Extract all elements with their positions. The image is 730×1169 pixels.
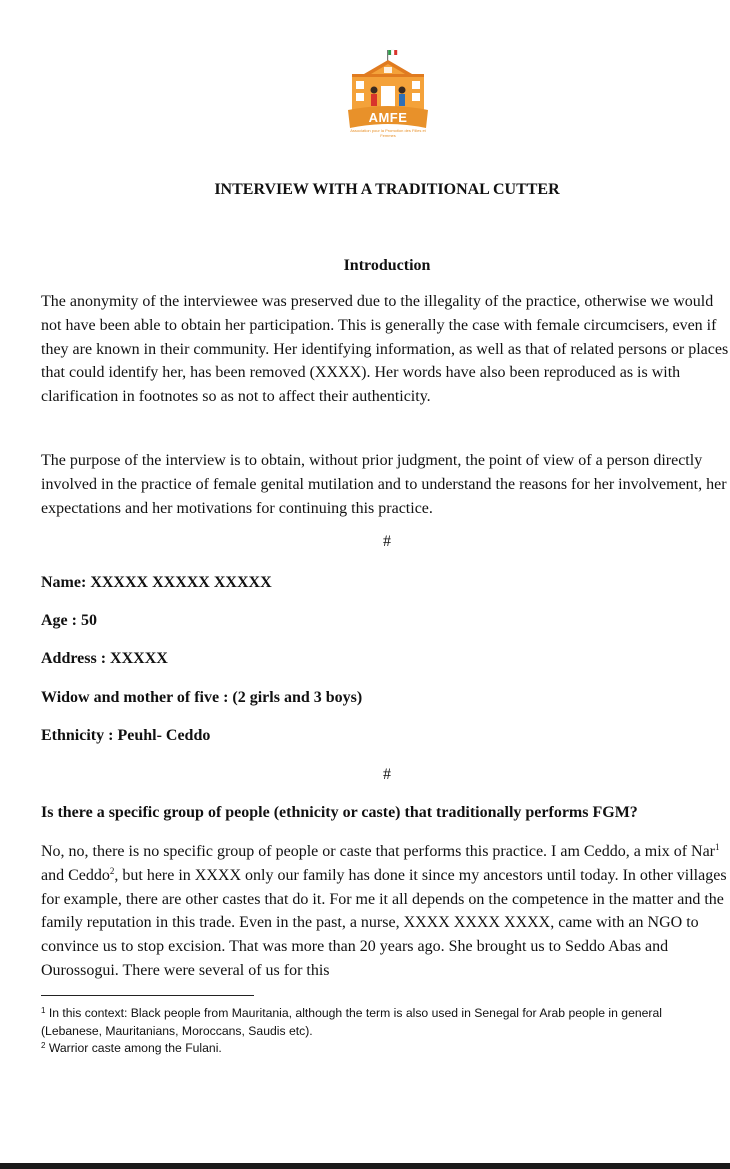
footnote-text: Warrior caste among the Fulani. bbox=[45, 1041, 222, 1055]
footnote-divider bbox=[41, 995, 254, 996]
info-age: Age : 50 bbox=[41, 612, 97, 629]
footnote-ref[interactable]: 1 bbox=[715, 842, 720, 852]
separator: # bbox=[383, 533, 391, 550]
school-house-icon bbox=[344, 48, 432, 140]
footnote-mark: 2 bbox=[41, 1041, 46, 1050]
answer-text: , but here in XXXX only our family has done it since my ancestors until today. In other villages for example, there are other castes that do it. For me it all depends on the competence in the matter and the family reputation in this trade. Even in the past, a nurse, XXXX XXXX XXXX, came with an NGO to convince us to stop excision. That was more than 20 years ago. She brought us to Seddo Abas and Ourossogui. There were several of us for this bbox=[41, 866, 727, 979]
info-name: Name: XXXXX XXXXX XXXXX bbox=[41, 574, 272, 591]
info-address: Address : XXXXX bbox=[41, 650, 168, 667]
answer-text: No, no, there is no specific group of people or caste that performs this practice. I am Ceddo, a mix of Nar bbox=[41, 843, 716, 860]
answer-text: and Ceddo bbox=[41, 866, 110, 884]
logo-wordmark: AMFE bbox=[368, 110, 408, 125]
answer-paragraph bbox=[41, 840, 730, 983]
page-bottom-edge bbox=[0, 1163, 730, 1169]
footnote-ref[interactable]: 2 bbox=[109, 865, 115, 876]
footnote-item bbox=[41, 1040, 721, 1058]
document-title: INTERVIEW WITH A TRADITIONAL CUTTER bbox=[214, 181, 560, 198]
info-family: Widow and mother of five : (2 girls and 3 boys) bbox=[41, 689, 363, 706]
footnotes bbox=[41, 1005, 721, 1058]
logo-subtitle: Association pour la Promotion des Filles et Femmes bbox=[350, 128, 426, 138]
separator: # bbox=[383, 766, 391, 783]
section-title: Introduction bbox=[343, 257, 431, 274]
footnote-mark: 1 bbox=[41, 1006, 46, 1015]
intro-paragraph-1: The anonymity of the interviewee was preserved due to the illegality of the practice, otherwise we would not have been able to obtain her participation. This is generally the case with female circumcisers, even if they are known in their community. Her identifying information, as well as that of related persons or places that could identify her, has been removed (XXXX). Her words have also been reproduced as is with clarification in footnotes so as not to affect their authenticity. bbox=[41, 293, 729, 406]
footnote-text: In this context: Black people from Mauritania, although the term is also used in Senegal for Arab people in general (Lebanese, Mauritanians, Moroccans, Saudis etc). bbox=[41, 1006, 662, 1038]
footnote-item bbox=[41, 1005, 721, 1040]
intro-paragraph-2: The purpose of the interview is to obtain, without prior judgment, the point of view of a person directly involved in the practice of female genital mutilation and to understand the reasons for her involvement, her expectations and her motivations for continuing this practice. bbox=[41, 452, 727, 517]
amfe-logo bbox=[344, 48, 432, 140]
info-ethnicity: Ethnicity : Peuhl- Ceddo bbox=[41, 727, 211, 744]
question-heading: Is there a specific group of people (ethnicity or caste) that traditionally performs FGM? bbox=[41, 804, 638, 821]
